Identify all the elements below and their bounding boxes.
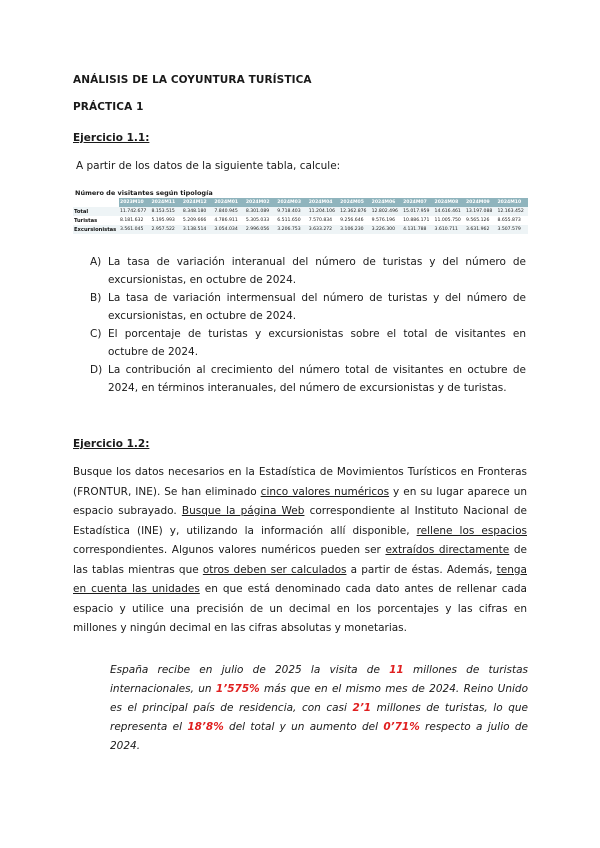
table-cell: 12.163.452 xyxy=(496,207,528,216)
underlined-phrase: Busque la página Web xyxy=(181,505,305,517)
instructions-text: Busque los datos necesarios en la Estadística de Movimientos Turísticos en Fronteras (FRONTUR, INE). Se han eliminado xyxy=(73,466,527,498)
visitors-table xyxy=(73,188,528,234)
table-cell: 10.886.171 xyxy=(402,216,433,225)
table-cell: 8.655.873 xyxy=(496,216,528,225)
column-header: 2024M07 xyxy=(402,198,433,207)
question-label: B) xyxy=(90,292,102,304)
column-header: 2024M08 xyxy=(434,198,465,207)
instructions-text: a partir de éstas. Además, xyxy=(346,563,497,576)
table-cell: 11.005.750 xyxy=(434,216,465,225)
quote-text: millones de turistas, lo que representa el xyxy=(110,702,528,733)
column-header: 2024M01 xyxy=(213,198,244,207)
table-cell: 5.195.993 xyxy=(150,216,181,225)
column-header: 2024M10 xyxy=(496,198,528,207)
table-cell: 3.561.045 xyxy=(119,225,150,234)
table-cell: 8.301.089 xyxy=(245,207,276,216)
exercise-1-2-heading: Ejercicio 1.2: xyxy=(73,438,150,450)
table-cell: 3.106.230 xyxy=(339,225,370,234)
document-title: ANÁLISIS DE LA COYUNTURA TURÍSTICA xyxy=(73,74,312,86)
question-text: La contribución al crecimiento del número total de visitantes en octubre de 2024, en términos interanuales, del número de excursionistas y de turistas. xyxy=(108,364,526,394)
table-cell: 2.957.522 xyxy=(150,225,181,234)
column-header: 2024M12 xyxy=(182,198,213,207)
column-header: 2024M05 xyxy=(339,198,370,207)
instructions-text: en que está denominado cada dato antes de rellenar cada espacio y utilice una precisión de un decimal en los porcentajes y las cifras en millones y ningún decimal en las cifras absolutas y monetarias. xyxy=(73,583,527,634)
table-cell: 3.206.753 xyxy=(276,225,307,234)
table-caption: Número de visitantes según tipología xyxy=(75,189,213,197)
table-cell: 4.131.788 xyxy=(402,225,433,234)
underlined-phrase: cinco valores numéricos xyxy=(260,485,390,498)
table-cell: 2.996.056 xyxy=(245,225,276,234)
table-row-excursionistas xyxy=(73,225,528,234)
column-header: 2024M09 xyxy=(465,198,496,207)
question-label: C) xyxy=(90,328,102,340)
question-d xyxy=(90,362,526,397)
row-label: Turistas xyxy=(73,216,119,225)
question-label: D) xyxy=(90,364,103,376)
table-cell: 3.633.272 xyxy=(308,225,339,234)
filled-value: 11 xyxy=(389,664,404,676)
question-b xyxy=(90,290,526,325)
visitors-data-table xyxy=(73,198,528,234)
table-cell: 4.786.911 xyxy=(213,216,244,225)
table-cell: 5.209.666 xyxy=(182,216,213,225)
table-cell: 9.565.126 xyxy=(465,216,496,225)
table-row-total xyxy=(73,207,528,216)
exercise-1-2-instructions xyxy=(73,463,527,639)
quote-text: del total y un aumento del xyxy=(223,721,384,733)
question-c xyxy=(90,326,526,361)
row-label: Total xyxy=(73,207,119,216)
instructions-text: correspondientes. Algunos valores numéricos pueden ser xyxy=(73,544,386,556)
table-cell: 9.256.646 xyxy=(339,216,370,225)
question-a xyxy=(90,254,526,289)
underlined-phrase: otros deben ser calculados xyxy=(202,563,347,576)
quote-text: respecto a julio de 2024. xyxy=(110,721,528,752)
instructions-text: correspondiente al Instituto Nacional de Estadística (INE) y, utilizando la información allí disponible, xyxy=(73,505,527,537)
filled-value: 1’575% xyxy=(215,683,260,695)
exercise-1-1-intro: A partir de los datos de la siguiente tabla, calcule: xyxy=(76,160,341,172)
question-text: La tasa de variación interanual del número de turistas y del número de excursionistas, en octubre de 2024. xyxy=(108,256,526,286)
table-cell: 7.570.834 xyxy=(308,216,339,225)
table-cell: 8.181.632 xyxy=(119,216,150,225)
table-cell: 12.802.496 xyxy=(371,207,402,216)
filled-value: 18’8% xyxy=(187,721,224,733)
table-cell: 3.054.034 xyxy=(213,225,244,234)
instructions-text: y en su lugar aparece un espacio subrayado. xyxy=(73,485,527,517)
table-cell: 7.840.945 xyxy=(213,207,244,216)
column-header: 2023M10 xyxy=(119,198,150,207)
table-cell: 14.616.461 xyxy=(434,207,465,216)
table-cell: 6.511.650 xyxy=(276,216,307,225)
table-corner-cell xyxy=(73,198,119,207)
exercise-1-1-questions xyxy=(90,254,526,398)
exercise-1-1-heading: Ejercicio 1.1: xyxy=(73,132,150,144)
table-cell: 9.718.403 xyxy=(276,207,307,216)
filled-value: 0’71% xyxy=(383,721,420,733)
table-cell: 8.348.180 xyxy=(182,207,213,216)
table-cell: 3.507.579 xyxy=(496,225,528,234)
table-header-row xyxy=(73,198,528,207)
column-header: 2024M03 xyxy=(276,198,307,207)
table-cell: 3.631.962 xyxy=(465,225,496,234)
column-header: 2024M11 xyxy=(150,198,181,207)
row-label: Excursionistas xyxy=(73,225,119,234)
quote-text: millones de turistas internacionales, un xyxy=(110,664,528,695)
table-row-turistas xyxy=(73,216,528,225)
column-header: 2024M04 xyxy=(308,198,339,207)
table-cell: 3.610.711 xyxy=(434,225,465,234)
question-text: El porcentaje de turistas y excursionistas sobre el total de visitantes en octubre de 2024. xyxy=(108,328,526,358)
table-cell: 11.204.106 xyxy=(308,207,339,216)
column-header: 2024M02 xyxy=(245,198,276,207)
table-cell: 3.226.300 xyxy=(371,225,402,234)
table-cell: 13.197.088 xyxy=(465,207,496,216)
question-text: La tasa de variación intermensual del número de turistas y del número de excursionistas, en octubre de 2024. xyxy=(108,292,526,322)
table-cell: 11.742.677 xyxy=(119,207,150,216)
underlined-phrase: rellene los espacios xyxy=(416,524,527,537)
frontur-news-quote xyxy=(110,661,528,756)
table-cell: 15.017.959 xyxy=(402,207,433,216)
underlined-phrase: tenga en cuenta las unidades xyxy=(73,563,527,595)
table-cell: 12.362.876 xyxy=(339,207,370,216)
underlined-phrase: extraídos directamente xyxy=(385,544,510,556)
practice-title: PRÁCTICA 1 xyxy=(73,101,144,113)
table-cell: 8.153.515 xyxy=(150,207,181,216)
filled-value: 2’1 xyxy=(352,702,372,714)
table-cell: 9.576.196 xyxy=(371,216,402,225)
table-cell: 5.305.033 xyxy=(245,216,276,225)
quote-text: España recibe en julio de 2025 la visita de xyxy=(110,664,390,676)
quote-text: más que en el mismo mes de 2024. Reino Unido es el principal país de residencia, con casi xyxy=(110,683,528,714)
column-header: 2024M06 xyxy=(371,198,402,207)
table-cell: 3.138.514 xyxy=(182,225,213,234)
question-label: A) xyxy=(90,256,102,268)
instructions-text: de las tablas mientras que xyxy=(73,544,527,576)
